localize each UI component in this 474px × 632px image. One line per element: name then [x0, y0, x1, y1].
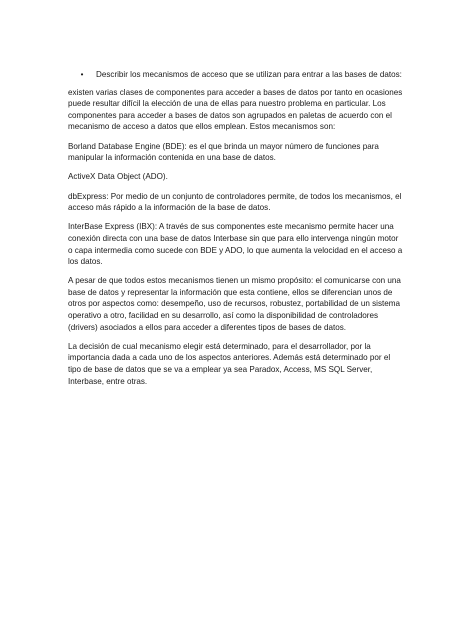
- paragraph-decision: La decisión de cual mecanismo elegir está determinado, para el desarrollador, por la importancia dada a cada uno de los aspectos anteriores. Además está determinado por el tipo de base de datos que se va a emplear ya sea Paradox, Access, MS SQL Server, Interbase, entre otras.: [68, 341, 391, 386]
- bullet-text: Describir los mecanismos de acceso que se utilizan para entrar a las bases de datos:: [96, 70, 402, 79]
- paragraph-dbexpress: dbExpress: Por medio de un conjunto de controladores permite, de todos los mecanismos, el acceso más rápido a la información de la base de datos.: [68, 191, 402, 213]
- paragraph-ado: ActiveX Data Object (ADO).: [68, 172, 168, 182]
- bullet-item: [68, 69, 404, 81]
- bullet-icon: •: [80, 70, 84, 79]
- paragraph-comparison: A pesar de que todos estos mecanismos tienen un mismo propósito: el comunicarse con una base de datos y representar la información que esta contiene, ellos se diferencian unos de otros por aspectos como: desempeño, uso de recursos, robustez, portabilidad de un sistema operativo a otro, facilidad en su desarrollo, así como la disponibilidad de controladores (drivers) asociados a ellos para acceder a diferentes tipos de bases de datos.: [68, 276, 401, 332]
- paragraph-ibx: InterBase Express (IBX): A través de sus componentes este mecanismo permite hacer una conexión directa con una base de datos Interbase sin que para ello intervenga ningún motor o capa intermedia como sucede con BDE y ADO, lo que aumenta la velocidad en el acceso a los datos.: [68, 222, 403, 267]
- paragraph-bde: Borland Database Engine (BDE): es el que brinda un mayor número de funciones para manipular la información contenida en una base de datos.: [68, 141, 379, 163]
- document-body: [68, 69, 404, 395]
- paragraph-intro: existen varias clases de componentes para acceder a bases de datos por tanto en ocasiones puede resultar difícil la elección de una de ellas para nuestro problema en particular. Los componentes para acceder a bases de datos son agrupados en paletas de acuerdo con el mecanismo de acceso a datos que ellos emplean. Estos mecanismos son:: [68, 87, 403, 132]
